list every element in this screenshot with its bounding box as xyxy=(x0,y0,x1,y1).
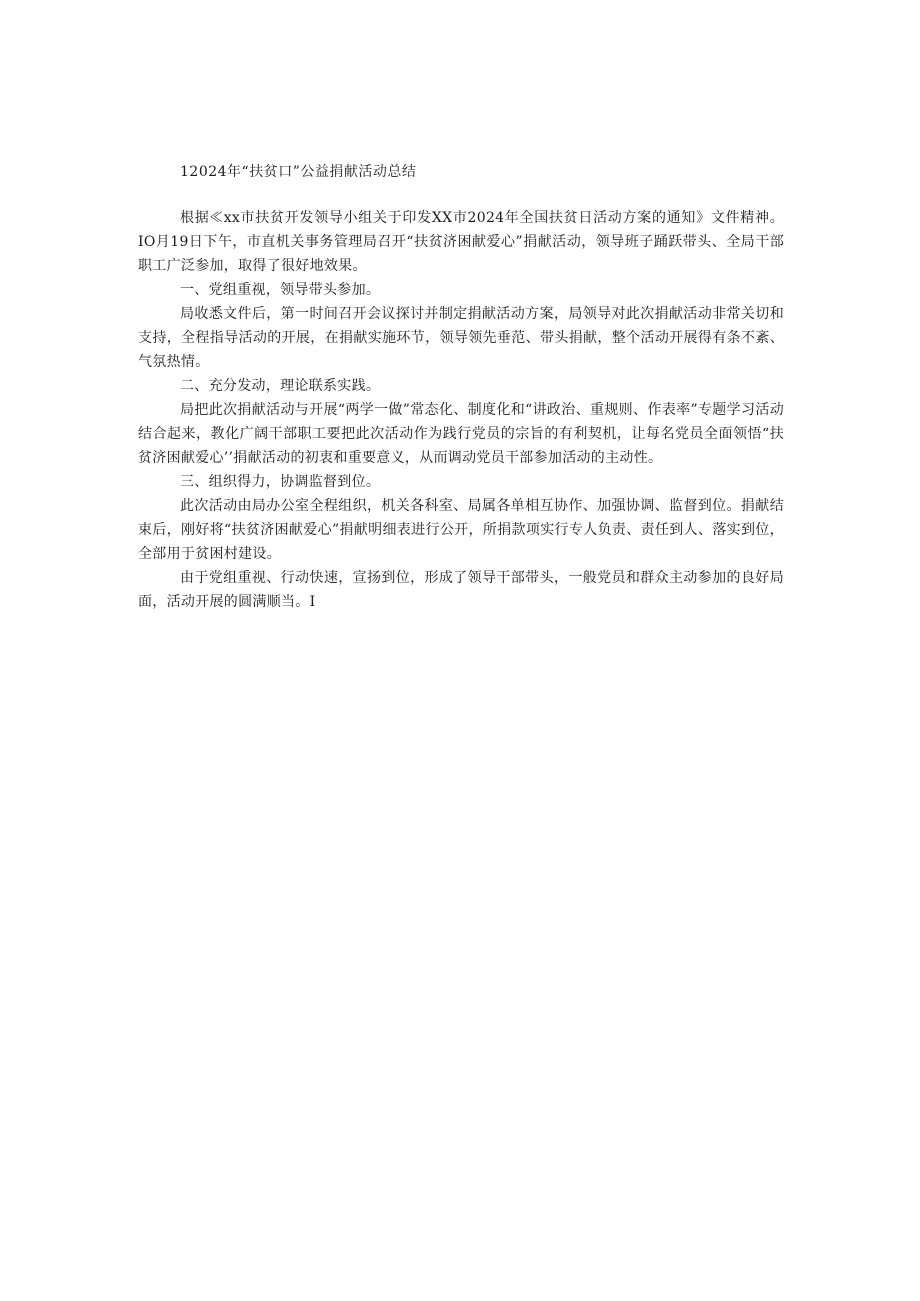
paragraph-conclusion: 由于党组重视、行动快速，宣扬到位，形成了领导干部带头，一般党员和群众主动参加的良好局面，活动开展的圆满顺当。I xyxy=(138,570,784,610)
section-heading-3: 三、组织得力，协调监督到位。 xyxy=(180,474,381,490)
section-heading-2: 二、充分发动，理论联系实践。 xyxy=(180,378,381,394)
paragraph-section-2: 局把此次捐献活动与开展“两学一做”常态化、制度化和“讲政治、重规则、作表率”专题学习活动结合起来，教化广阔干部职工要把此次活动作为践行党员的宗旨的有利契机，让每名党员全面领悟“扶贫济困献爱心’’捐献活动的初衷和重要意义，从而调动党员干部参加活动的主动性。 xyxy=(138,402,784,466)
paragraph-section-1: 局收悉文件后，第一时间召开会议探讨并制定捐献活动方案，局领导对此次捐献活动非常关切和支持，全程指导活动的开展，在捐献实施环节，领导领先垂范、带头捐献，整个活动开展得有条不紊、气氛热情。 xyxy=(138,306,784,370)
document-title: 12024年“扶贫口”公益捐献活动总结 xyxy=(180,164,417,180)
section-heading-1: 一、党组重视，领导带头参加。 xyxy=(180,282,381,298)
document-body xyxy=(138,160,784,614)
paragraph-intro: 根据≪xx市扶贫开发领导小组关于印发XX市2024年全国扶贫日活动方案的通知》文件精神。IO月19日下午，市直机关事务管理局召开“扶贫济困献爱心”捐献活动，领导班子踊跃带头、全局干部职工广泛参加，取得了很好地效果。 xyxy=(138,210,784,274)
paragraph-section-3: 此次活动由局办公室全程组织，机关各科室、局属各单相互协作、加强协调、监督到位。捐献结束后，刚好将“扶贫济困献爱心”捐献明细表进行公开，所捐款项实行专人负责、责任到人、落实到位，全部用于贫困村建设。 xyxy=(138,498,784,562)
